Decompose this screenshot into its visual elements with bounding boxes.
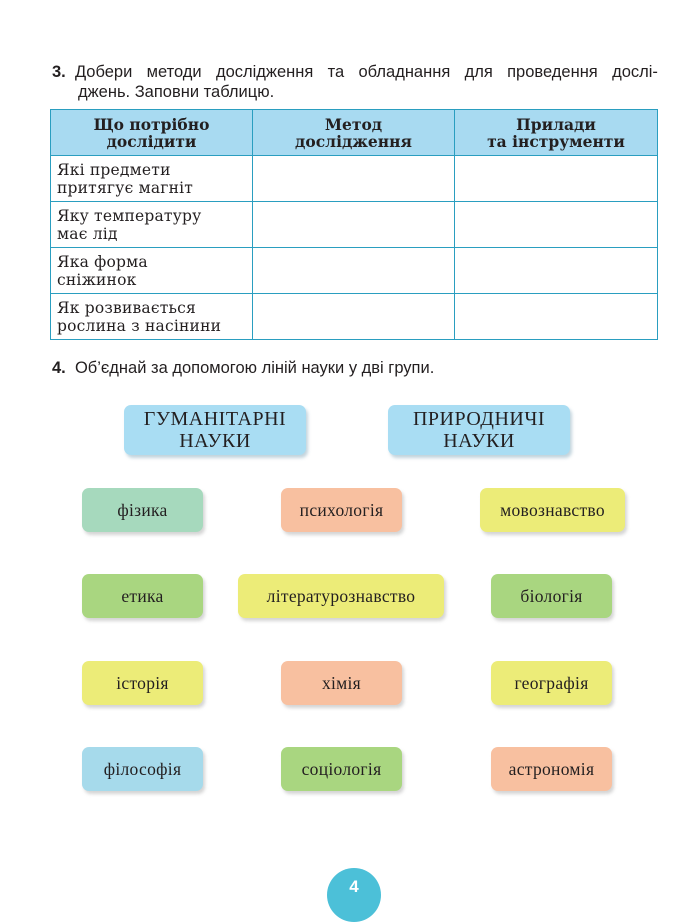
table-row <box>51 202 658 248</box>
table-row <box>51 156 658 202</box>
instruments-answer-cell[interactable] <box>455 156 658 202</box>
instruments-answer-cell[interactable] <box>455 294 658 340</box>
research-table <box>50 109 658 340</box>
table-header-row <box>51 110 658 156</box>
header-instruments: Прилади та інструменти <box>455 110 658 156</box>
table-row <box>51 248 658 294</box>
row-question-cell: Які предмети притягує магніт <box>51 156 253 202</box>
header-what-to-study: Що потрібно дослідити <box>51 110 253 156</box>
science-chip-history[interactable]: історія <box>82 661 203 705</box>
method-answer-cell[interactable] <box>253 248 455 294</box>
science-chip-philosophy[interactable]: філософія <box>82 747 203 791</box>
task-3-instructions: 3. Добери методи дослідження та обладнання для проведення дослі- джень. Заповни таблицю. <box>52 63 658 101</box>
group-humanities-box[interactable]: ГУМАНІТАРНІ НАУКИ <box>124 405 306 455</box>
science-chip-linguistics[interactable]: мовознавство <box>480 488 625 532</box>
row-question-cell: Як розвивається рослина з насінини <box>51 294 253 340</box>
task-3-number: 3. <box>52 63 66 81</box>
method-answer-cell[interactable] <box>253 294 455 340</box>
science-chip-psychology[interactable]: психологія <box>281 488 402 532</box>
table-row <box>51 294 658 340</box>
page-number: 4 <box>349 877 359 896</box>
row-question-cell: Яку температуру має лід <box>51 202 253 248</box>
group-natural-box[interactable]: ПРИРОДНИЧІ НАУКИ <box>388 405 570 455</box>
page-number-badge <box>327 868 381 922</box>
instruments-answer-cell[interactable] <box>455 248 658 294</box>
science-chip-biology[interactable]: біологія <box>491 574 612 618</box>
task-3-line-2: джень. Заповни таблицю. <box>78 83 275 101</box>
method-answer-cell[interactable] <box>253 202 455 248</box>
instruments-answer-cell[interactable] <box>455 202 658 248</box>
science-chip-geography[interactable]: географія <box>491 661 612 705</box>
science-chip-literature[interactable]: літературознавство <box>238 574 444 618</box>
science-chip-ethics[interactable]: етика <box>82 574 203 618</box>
task-4-text: Об’єднай за допомогою ліній науки у дві групи. <box>74 359 435 377</box>
science-chip-sociology[interactable]: соціологія <box>281 747 402 791</box>
method-answer-cell[interactable] <box>253 156 455 202</box>
row-question-cell: Яка форма сніжинок <box>51 248 253 294</box>
science-chip-chemistry[interactable]: хімія <box>281 661 402 705</box>
task-4-instructions <box>52 358 658 378</box>
task-4-number: 4. <box>52 359 66 377</box>
science-chip-astronomy[interactable]: астрономія <box>491 747 612 791</box>
science-chip-physics[interactable]: фізика <box>82 488 203 532</box>
header-research-method: Метод дослідження <box>253 110 455 156</box>
